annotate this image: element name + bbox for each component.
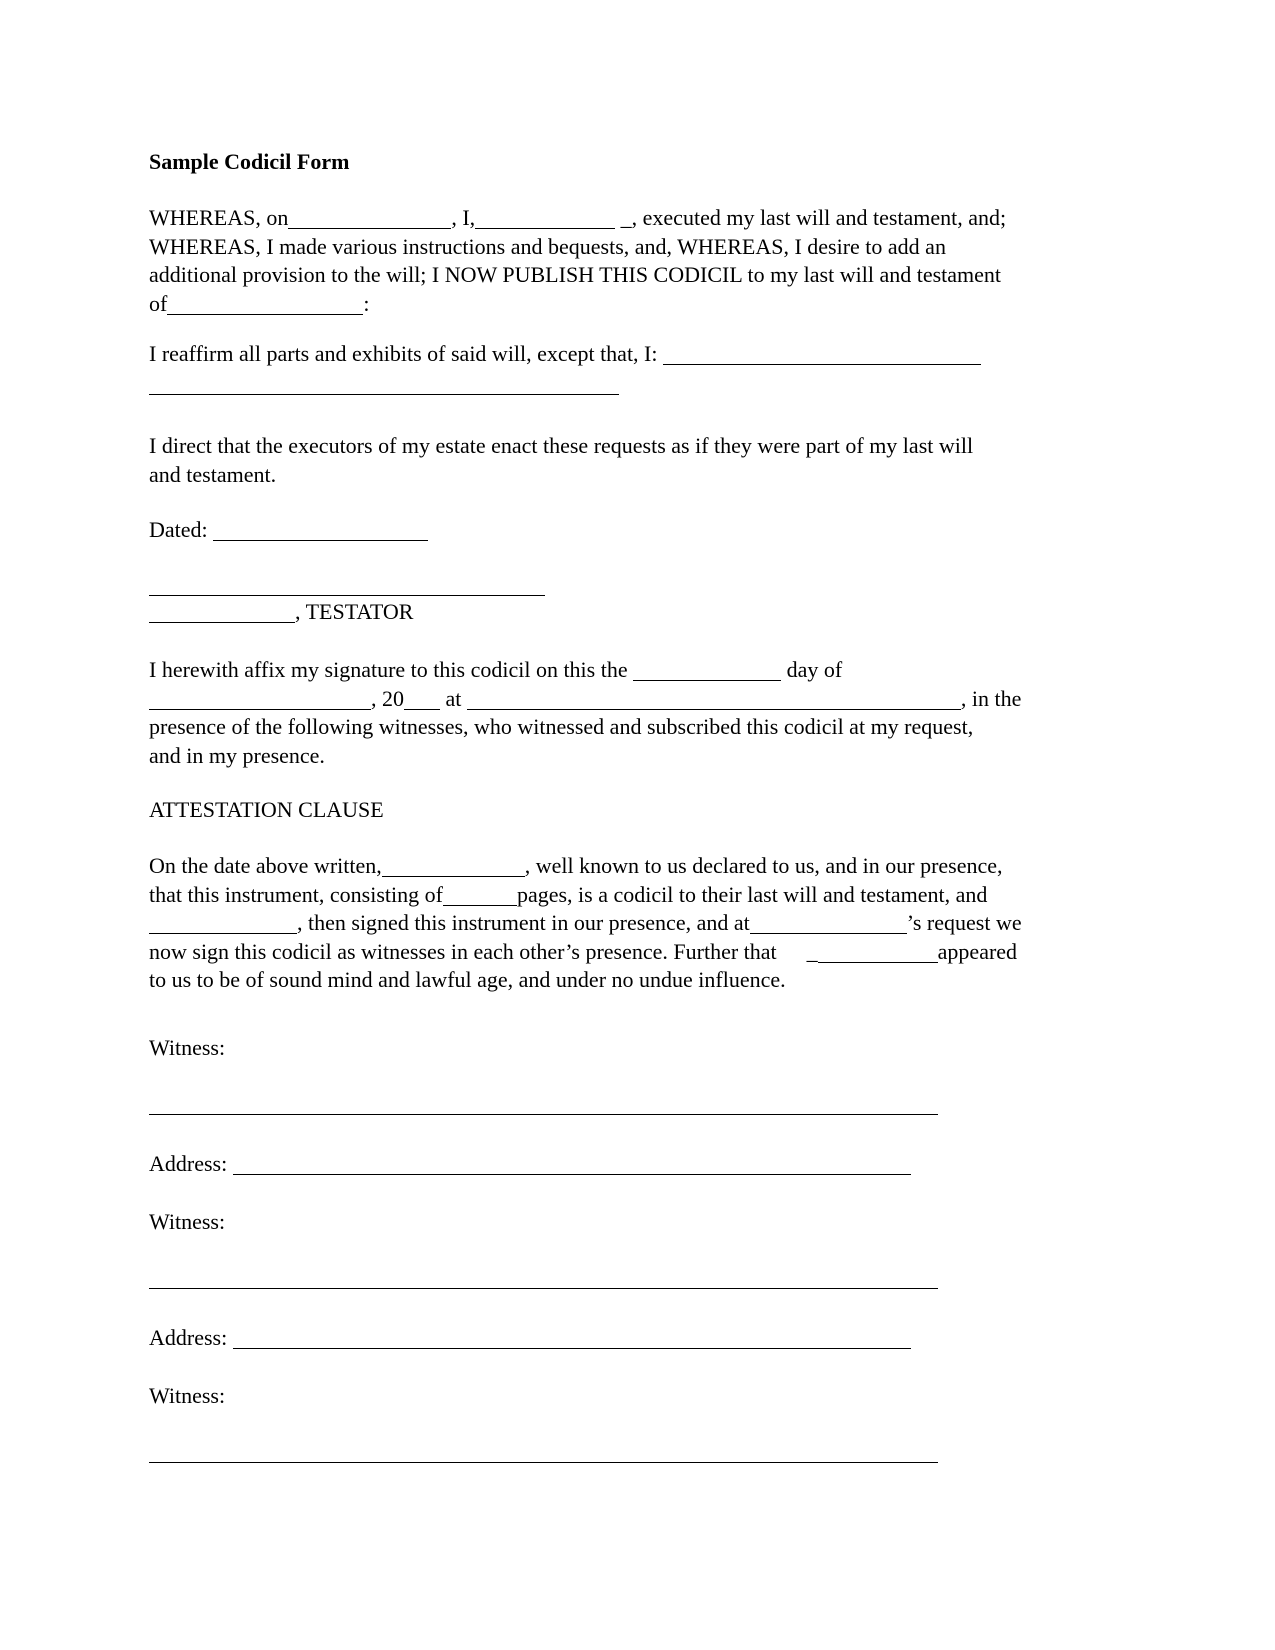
testator-label: , TESTATOR	[295, 599, 414, 624]
exception-continuation-line[interactable]	[149, 394, 619, 395]
then-signed-text: , then signed this instrument in our presence, and at	[297, 910, 750, 935]
address-1-row	[149, 1150, 911, 1179]
address-2-row	[149, 1324, 911, 1353]
reaffirm-paragraph	[149, 340, 981, 369]
dated-blank[interactable]	[213, 518, 428, 541]
signer-name-blank[interactable]	[149, 911, 297, 934]
appeared-text: appeared	[937, 938, 1018, 964]
month-blank[interactable]	[149, 687, 371, 710]
affix-text: I herewith affix my signature to this codicil on this the	[149, 657, 628, 682]
sound-mind-name-blank[interactable]	[818, 940, 938, 963]
witness-2-label: Witness:	[149, 1209, 226, 1234]
location-blank[interactable]	[467, 687, 961, 710]
in-the-text: , in the	[960, 685, 1022, 711]
address-2-blank[interactable]	[233, 1326, 911, 1349]
attest-line-5: to us to be of sound mind and lawful age, and under no undue influence.	[149, 967, 786, 992]
testator-printed-name-blank[interactable]	[149, 600, 295, 623]
attestation-paragraph	[149, 852, 1022, 995]
witness-1-label: Witness:	[149, 1035, 226, 1060]
whereas-paragraph	[149, 204, 1006, 318]
whereas-line-1	[149, 204, 1006, 233]
attest-line-2	[149, 881, 1022, 910]
date-above-text: On the date above written,	[149, 853, 382, 878]
whereas-line-4	[149, 290, 1006, 319]
executed-text: _, executed my last will and testament, and;	[620, 205, 1007, 230]
whereas-on-text: WHEREAS, on	[149, 205, 289, 230]
now-sign-text: now sign this codicil as witnesses in each other’s presence. Further that	[149, 938, 777, 964]
year-blank[interactable]	[404, 687, 440, 710]
day-of-text: day of	[786, 657, 843, 682]
colon-text: :	[363, 290, 370, 316]
well-known-text: , well known to us declared to us, and in our presence,	[524, 853, 1003, 878]
pages-count-blank[interactable]	[443, 883, 517, 906]
reaffirm-text: I reaffirm all parts and exhibits of said will, except that, I:	[149, 341, 658, 366]
witness-3-signature-line[interactable]	[149, 1462, 938, 1463]
year-prefix-text: , 20	[371, 685, 404, 711]
at-text: at	[445, 685, 462, 711]
direct-line-2: and testament.	[149, 461, 277, 487]
address-1-blank[interactable]	[233, 1152, 911, 1175]
direct-executors-paragraph	[149, 432, 973, 489]
dated-label: Dated:	[149, 517, 208, 542]
testator-signature-line[interactable]	[149, 595, 545, 596]
address-2-label: Address:	[149, 1325, 228, 1350]
requester-name-blank[interactable]	[750, 911, 907, 934]
underscore-text: _	[806, 938, 818, 964]
whereas-line-2: WHEREAS, I made various instructions and bequests, and, WHEREAS, I desire to add an	[149, 233, 946, 259]
day-blank[interactable]	[633, 658, 781, 681]
request-text: ’s request we	[906, 910, 1022, 935]
address-1-label: Address:	[149, 1151, 228, 1176]
attest-line-3	[149, 909, 1022, 938]
date-executed-blank[interactable]	[288, 206, 451, 229]
document-title: Sample Codicil Form	[149, 149, 350, 174]
instrument-text: that this instrument, consisting of	[149, 881, 443, 907]
affix-line-3: presence of the following witnesses, who witnessed and subscribed this codicil at my request,	[149, 714, 974, 739]
affix-signature-paragraph	[149, 656, 1021, 770]
witness-1-signature-line[interactable]	[149, 1114, 938, 1115]
whereas-line-3: additional provision to the will; I NOW PUBLISH THIS CODICIL to my last will and testament	[149, 262, 1002, 287]
testator-row	[149, 598, 413, 627]
declarant-name-blank[interactable]	[382, 854, 525, 877]
affix-line-1	[149, 656, 1021, 685]
witness-2-signature-line[interactable]	[149, 1288, 938, 1289]
of-text: of	[149, 290, 168, 316]
exception-blank[interactable]	[663, 342, 981, 365]
affix-line-4: and in my presence.	[149, 742, 325, 768]
will-date-blank[interactable]	[167, 292, 363, 315]
testator-name-blank[interactable]	[475, 206, 615, 229]
attest-line-1	[149, 852, 1022, 881]
affix-line-2	[149, 685, 1021, 714]
witness-3-label: Witness:	[149, 1383, 226, 1408]
attestation-heading: ATTESTATION CLAUSE	[149, 797, 384, 822]
attest-line-4	[149, 938, 1022, 967]
dated-row	[149, 516, 428, 545]
i-text: , I,	[451, 205, 476, 230]
direct-line-1: I direct that the executors of my estate enact these requests as if they were part of my last will	[149, 433, 974, 458]
pages-text: pages, is a codicil to their last will and testament, and	[516, 881, 988, 907]
